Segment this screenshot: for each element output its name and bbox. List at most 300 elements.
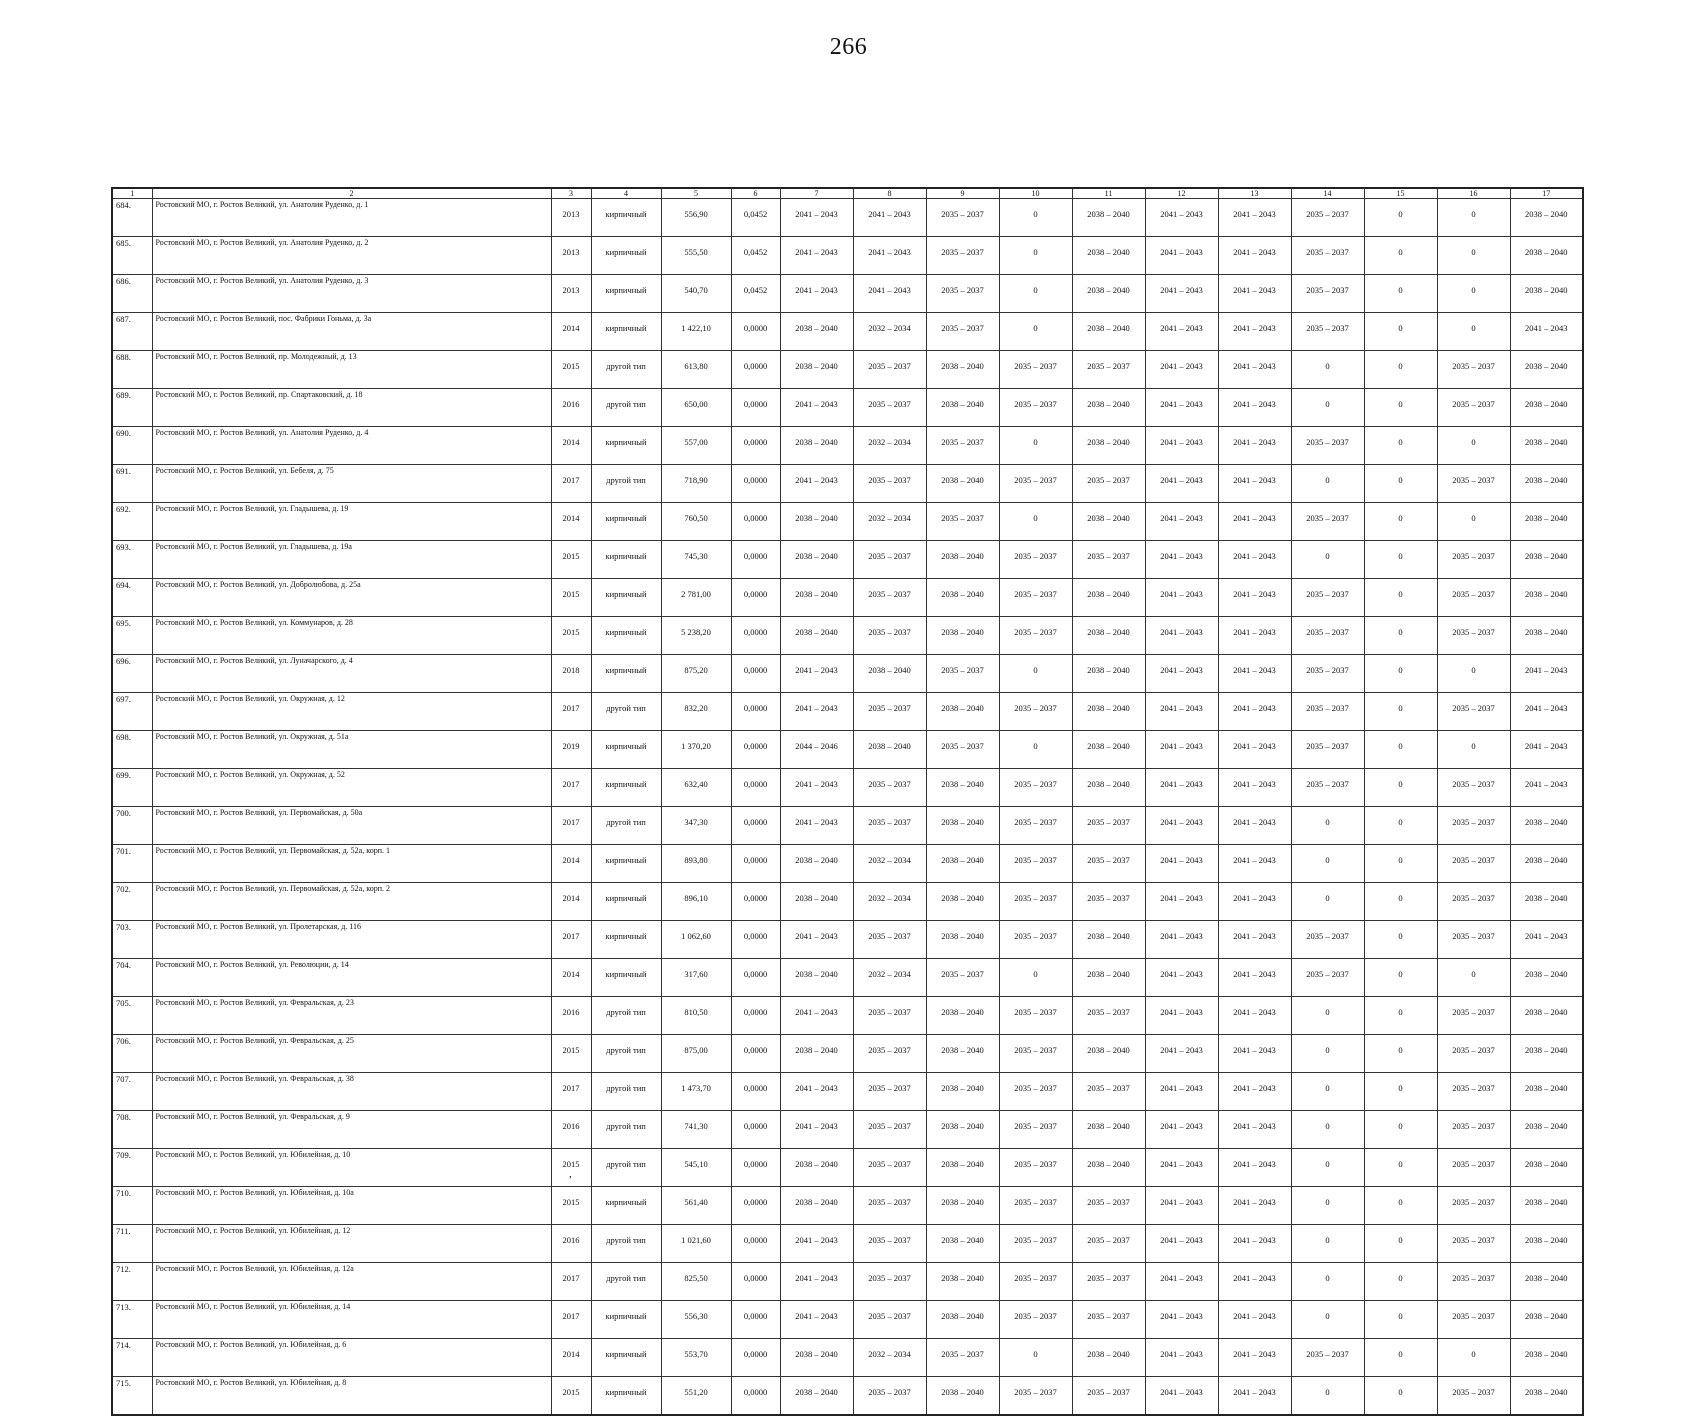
table-cell-col-7: 2041 – 2043 xyxy=(780,389,853,427)
column-number-16: 16 xyxy=(1437,188,1510,199)
table-cell-col-3: 2016 xyxy=(551,997,591,1035)
table-cell-col-17: 2041 – 2043 xyxy=(1510,693,1583,731)
address-cell: Ростовский МО, г. Ростов Великий, ул. Февральская, д. 9 xyxy=(152,1111,551,1149)
table-cell-col-17: 2041 – 2043 xyxy=(1510,313,1583,351)
table-cell-col-14: 0 xyxy=(1291,997,1364,1035)
table-cell-col-14: 0 xyxy=(1291,1225,1364,1263)
table-cell-col-12: 2041 – 2043 xyxy=(1145,1263,1218,1301)
table-cell-col-17: 2038 – 2040 xyxy=(1510,503,1583,541)
table-cell-col-12: 2041 – 2043 xyxy=(1145,1301,1218,1339)
table-cell-col-9: 2038 – 2040 xyxy=(926,1377,999,1416)
table-cell-col-5: 745,30 xyxy=(661,541,731,579)
table-cell-col-9: 2035 – 2037 xyxy=(926,655,999,693)
table-cell-col-5: 1 370,20 xyxy=(661,731,731,769)
table-cell-col-3: 2017 xyxy=(551,1263,591,1301)
table-cell-col-16: 0 xyxy=(1437,427,1510,465)
table-cell-col-6: 0,0000 xyxy=(731,1035,780,1073)
table-cell-col-17: 2038 – 2040 xyxy=(1510,1225,1583,1263)
table-cell-col-3: 2016 xyxy=(551,389,591,427)
table-cell-col-11: 2038 – 2040 xyxy=(1072,313,1145,351)
table-cell-col-13: 2041 – 2043 xyxy=(1218,997,1291,1035)
table-row xyxy=(112,351,1583,389)
table-cell-col-7: 2038 – 2040 xyxy=(780,313,853,351)
table-cell-col-15: 0 xyxy=(1364,1187,1437,1225)
table-cell-col-12: 2041 – 2043 xyxy=(1145,351,1218,389)
table-cell-col-9: 2035 – 2037 xyxy=(926,1339,999,1377)
table-cell-col-11: 2038 – 2040 xyxy=(1072,1111,1145,1149)
table-cell-col-6: 0,0000 xyxy=(731,503,780,541)
table-cell-col-13: 2041 – 2043 xyxy=(1218,1187,1291,1225)
table-cell-col-12: 2041 – 2043 xyxy=(1145,655,1218,693)
table-cell-col-6: 0,0000 xyxy=(731,1263,780,1301)
table-cell-col-9: 2038 – 2040 xyxy=(926,465,999,503)
address-cell: Ростовский МО, г. Ростов Великий, ул. Юбилейная, д. 12а xyxy=(152,1263,551,1301)
table-cell-col-15: 0 xyxy=(1364,275,1437,313)
table-cell-col-12: 2041 – 2043 xyxy=(1145,883,1218,921)
table-cell-col-5: 896,10 xyxy=(661,883,731,921)
table-cell-col-16: 2035 – 2037 xyxy=(1437,1035,1510,1073)
table-cell-col-6: 0,0452 xyxy=(731,275,780,313)
table-cell-col-3: 2014 xyxy=(551,427,591,465)
column-number-4: 4 xyxy=(591,188,661,199)
row-number-cell: 691. xyxy=(112,465,152,503)
table-cell-col-5: 760,50 xyxy=(661,503,731,541)
table-cell-col-4: другой тип xyxy=(591,997,661,1035)
table-cell-col-13: 2041 – 2043 xyxy=(1218,617,1291,655)
table-cell-col-12: 2041 – 2043 xyxy=(1145,579,1218,617)
table-cell-col-5: 557,00 xyxy=(661,427,731,465)
table-cell-col-11: 2038 – 2040 xyxy=(1072,655,1145,693)
row-number-cell: 713. xyxy=(112,1301,152,1339)
table-cell-col-15: 0 xyxy=(1364,997,1437,1035)
table-cell-col-16: 2035 – 2037 xyxy=(1437,351,1510,389)
table-cell-col-14: 0 xyxy=(1291,465,1364,503)
table-cell-col-14: 2035 – 2037 xyxy=(1291,427,1364,465)
table-cell-col-13: 2041 – 2043 xyxy=(1218,959,1291,997)
table-cell-col-9: 2038 – 2040 xyxy=(926,997,999,1035)
table-cell-col-7: 2041 – 2043 xyxy=(780,1301,853,1339)
table-cell-col-9: 2035 – 2037 xyxy=(926,503,999,541)
row-number-cell: 690. xyxy=(112,427,152,465)
table-cell-col-10: 0 xyxy=(999,1339,1072,1377)
table-cell-col-12: 2041 – 2043 xyxy=(1145,769,1218,807)
table-row xyxy=(112,1111,1583,1149)
table-cell-col-17: 2038 – 2040 xyxy=(1510,389,1583,427)
table-cell-col-11: 2038 – 2040 xyxy=(1072,199,1145,237)
address-cell: Ростовский МО, г. Ростов Великий, ул. Юбилейная, д. 8 xyxy=(152,1377,551,1416)
table-cell-col-8: 2035 – 2037 xyxy=(853,1263,926,1301)
table-cell-col-17: 2041 – 2043 xyxy=(1510,769,1583,807)
table-cell-col-4: кирпичный xyxy=(591,579,661,617)
table-cell-col-13: 2041 – 2043 xyxy=(1218,579,1291,617)
table-cell-col-9: 2038 – 2040 xyxy=(926,541,999,579)
address-cell: Ростовский МО, г. Ростов Великий, пр. Молодежный, д. 13 xyxy=(152,351,551,389)
table-cell-col-8: 2035 – 2037 xyxy=(853,541,926,579)
table-cell-col-15: 0 xyxy=(1364,1301,1437,1339)
table-cell-col-7: 2041 – 2043 xyxy=(780,1111,853,1149)
table-cell-col-5: 718,90 xyxy=(661,465,731,503)
table-cell-col-3: 2014 xyxy=(551,883,591,921)
table-cell-col-5: 540,70 xyxy=(661,275,731,313)
row-number-cell: 685. xyxy=(112,237,152,275)
column-number-1: 1 xyxy=(112,188,152,199)
table-cell-col-10: 0 xyxy=(999,655,1072,693)
column-number-12: 12 xyxy=(1145,188,1218,199)
table-cell-col-15: 0 xyxy=(1364,693,1437,731)
address-cell: Ростовский МО, г. Ростов Великий, ул. Юбилейная, д. 6 xyxy=(152,1339,551,1377)
table-cell-col-7: 2041 – 2043 xyxy=(780,693,853,731)
table-cell-col-13: 2041 – 2043 xyxy=(1218,1035,1291,1073)
table-cell-col-15: 0 xyxy=(1364,199,1437,237)
table-cell-col-4: другой тип xyxy=(591,1073,661,1111)
table-cell-col-9: 2035 – 2037 xyxy=(926,199,999,237)
table-cell-col-6: 0,0000 xyxy=(731,845,780,883)
table-cell-col-13: 2041 – 2043 xyxy=(1218,655,1291,693)
table-cell-col-15: 0 xyxy=(1364,1339,1437,1377)
table-cell-col-17: 2038 – 2040 xyxy=(1510,1339,1583,1377)
table-cell-col-6: 0,0000 xyxy=(731,541,780,579)
table-cell-col-9: 2038 – 2040 xyxy=(926,769,999,807)
address-cell: Ростовский МО, г. Ростов Великий, ул. Февральская, д. 25 xyxy=(152,1035,551,1073)
table-cell-col-7: 2041 – 2043 xyxy=(780,199,853,237)
table-cell-col-16: 0 xyxy=(1437,655,1510,693)
table-cell-col-10: 2035 – 2037 xyxy=(999,845,1072,883)
table-cell-col-11: 2038 – 2040 xyxy=(1072,503,1145,541)
table-cell-col-3: 2017 xyxy=(551,807,591,845)
table-cell-col-4: другой тип xyxy=(591,351,661,389)
table-cell-col-3: 2014 xyxy=(551,313,591,351)
table-cell-col-3: 2013 xyxy=(551,199,591,237)
row-number-cell: 703. xyxy=(112,921,152,959)
row-number-cell: 712. xyxy=(112,1263,152,1301)
address-cell: Ростовский МО, г. Ростов Великий, ул. Юбилейная, д. 12 xyxy=(152,1225,551,1263)
table-cell-col-5: 553,70 xyxy=(661,1339,731,1377)
table-cell-col-14: 0 xyxy=(1291,883,1364,921)
table-cell-col-15: 0 xyxy=(1364,845,1437,883)
table-cell-col-11: 2038 – 2040 xyxy=(1072,693,1145,731)
table-cell-col-5: 317,60 xyxy=(661,959,731,997)
table-cell-col-7: 2038 – 2040 xyxy=(780,845,853,883)
table-row xyxy=(112,731,1583,769)
table-cell-col-11: 2035 – 2037 xyxy=(1072,807,1145,845)
row-number-cell: 696. xyxy=(112,655,152,693)
table-row xyxy=(112,237,1583,275)
table-cell-col-16: 2035 – 2037 xyxy=(1437,807,1510,845)
table-cell-col-8: 2035 – 2037 xyxy=(853,1073,926,1111)
table-cell-col-12: 2041 – 2043 xyxy=(1145,959,1218,997)
table-cell-col-13: 2041 – 2043 xyxy=(1218,1225,1291,1263)
table-cell-col-15: 0 xyxy=(1364,237,1437,275)
table-cell-col-13: 2041 – 2043 xyxy=(1218,883,1291,921)
table-cell-col-9: 2035 – 2037 xyxy=(926,313,999,351)
row-number-cell: 707. xyxy=(112,1073,152,1111)
table-cell-col-16: 2035 – 2037 xyxy=(1437,1263,1510,1301)
column-number-2: 2 xyxy=(152,188,551,199)
row-number-cell: 686. xyxy=(112,275,152,313)
table-cell-col-13: 2041 – 2043 xyxy=(1218,807,1291,845)
table-cell-col-7: 2041 – 2043 xyxy=(780,997,853,1035)
table-cell-col-8: 2032 – 2034 xyxy=(853,427,926,465)
table-cell-col-14: 0 xyxy=(1291,1301,1364,1339)
table-cell-col-3: 2015 xyxy=(551,1187,591,1225)
column-number-row xyxy=(112,188,1583,199)
table-row xyxy=(112,1187,1583,1225)
table-cell-col-15: 0 xyxy=(1364,807,1437,845)
address-cell: Ростовский МО, г. Ростов Великий, ул. Пролетарская, д. 116 xyxy=(152,921,551,959)
table-cell-col-12: 2041 – 2043 xyxy=(1145,731,1218,769)
table-cell-col-16: 2035 – 2037 xyxy=(1437,1111,1510,1149)
table-cell-col-14: 2035 – 2037 xyxy=(1291,655,1364,693)
table-cell-col-8: 2035 – 2037 xyxy=(853,1187,926,1225)
table-cell-col-14: 2035 – 2037 xyxy=(1291,731,1364,769)
table-cell-col-7: 2041 – 2043 xyxy=(780,921,853,959)
table-cell-col-9: 2038 – 2040 xyxy=(926,1301,999,1339)
row-number-cell: 715. xyxy=(112,1377,152,1416)
table-cell-col-11: 2038 – 2040 xyxy=(1072,1149,1145,1187)
table-cell-col-11: 2038 – 2040 xyxy=(1072,769,1145,807)
table-cell-col-12: 2041 – 2043 xyxy=(1145,1035,1218,1073)
table-cell-col-4: другой тип xyxy=(591,389,661,427)
table-row xyxy=(112,541,1583,579)
table-cell-col-6: 0,0000 xyxy=(731,655,780,693)
table-cell-col-3: 2017 xyxy=(551,769,591,807)
table-cell-col-5: 556,90 xyxy=(661,199,731,237)
table-cell-col-6: 0,0000 xyxy=(731,617,780,655)
table-cell-col-9: 2038 – 2040 xyxy=(926,579,999,617)
table-cell-col-15: 0 xyxy=(1364,351,1437,389)
table-cell-col-15: 0 xyxy=(1364,731,1437,769)
table-cell-col-15: 0 xyxy=(1364,1263,1437,1301)
row-number-cell: 701. xyxy=(112,845,152,883)
table-cell-col-7: 2041 – 2043 xyxy=(780,275,853,313)
column-number-8: 8 xyxy=(853,188,926,199)
table-cell-col-4: другой тип xyxy=(591,1263,661,1301)
table-cell-col-3: 2017 xyxy=(551,1073,591,1111)
table-cell-col-17: 2038 – 2040 xyxy=(1510,1263,1583,1301)
table-cell-col-14: 0 xyxy=(1291,1035,1364,1073)
table-cell-col-6: 0,0000 xyxy=(731,883,780,921)
table-cell-col-3: 2017 xyxy=(551,1301,591,1339)
table-cell-col-7: 2038 – 2040 xyxy=(780,427,853,465)
table-cell-col-17: 2038 – 2040 xyxy=(1510,199,1583,237)
table-cell-col-15: 0 xyxy=(1364,389,1437,427)
table-cell-col-4: кирпичный xyxy=(591,769,661,807)
table-cell-col-15: 0 xyxy=(1364,313,1437,351)
table-cell-col-17: 2038 – 2040 xyxy=(1510,237,1583,275)
table-cell-col-16: 2035 – 2037 xyxy=(1437,921,1510,959)
table-cell-col-5: 1 422,10 xyxy=(661,313,731,351)
table-cell-col-7: 2041 – 2043 xyxy=(780,237,853,275)
row-number-cell: 689. xyxy=(112,389,152,427)
table-row xyxy=(112,883,1583,921)
table-cell-col-9: 2038 – 2040 xyxy=(926,389,999,427)
table-cell-col-16: 0 xyxy=(1437,503,1510,541)
table-cell-col-10: 2035 – 2037 xyxy=(999,541,1072,579)
table-cell-col-11: 2038 – 2040 xyxy=(1072,921,1145,959)
table-cell-col-14: 0 xyxy=(1291,1377,1364,1416)
table-cell-col-6: 0,0452 xyxy=(731,199,780,237)
table-cell-col-17: 2041 – 2043 xyxy=(1510,921,1583,959)
table-cell-col-6: 0,0000 xyxy=(731,465,780,503)
table-row xyxy=(112,1339,1583,1377)
row-number-cell: 687. xyxy=(112,313,152,351)
table-cell-col-4: кирпичный xyxy=(591,275,661,313)
table-cell-col-8: 2032 – 2034 xyxy=(853,1339,926,1377)
table-cell-col-4: кирпичный xyxy=(591,1187,661,1225)
table-cell-col-5: 825,50 xyxy=(661,1263,731,1301)
table-cell-col-17: 2038 – 2040 xyxy=(1510,275,1583,313)
table-cell-col-17: 2038 – 2040 xyxy=(1510,1301,1583,1339)
table-row xyxy=(112,1149,1583,1187)
row-number-cell: 684. xyxy=(112,199,152,237)
table-cell-col-4: другой тип xyxy=(591,807,661,845)
table-cell-col-17: 2038 – 2040 xyxy=(1510,579,1583,617)
table-cell-col-5: 810,50 xyxy=(661,997,731,1035)
row-number-cell: 694. xyxy=(112,579,152,617)
table-cell-col-8: 2035 – 2037 xyxy=(853,693,926,731)
table-cell-col-9: 2038 – 2040 xyxy=(926,1111,999,1149)
table-cell-col-14: 2035 – 2037 xyxy=(1291,1339,1364,1377)
column-number-13: 13 xyxy=(1218,188,1291,199)
table-cell-col-9: 2038 – 2040 xyxy=(926,693,999,731)
table-cell-col-11: 2035 – 2037 xyxy=(1072,351,1145,389)
table-cell-col-10: 2035 – 2037 xyxy=(999,1149,1072,1187)
table-cell-col-6: 0,0000 xyxy=(731,1073,780,1111)
table-cell-col-13: 2041 – 2043 xyxy=(1218,1301,1291,1339)
table-cell-col-13: 2041 – 2043 xyxy=(1218,237,1291,275)
table-cell-col-10: 2035 – 2037 xyxy=(999,579,1072,617)
table-cell-col-10: 2035 – 2037 xyxy=(999,921,1072,959)
table-cell-col-8: 2032 – 2034 xyxy=(853,959,926,997)
table-row xyxy=(112,921,1583,959)
table-cell-col-16: 2035 – 2037 xyxy=(1437,769,1510,807)
table-cell-col-6: 0,0000 xyxy=(731,807,780,845)
table-cell-col-5: 1 021,60 xyxy=(661,1225,731,1263)
table-cell-col-14: 0 xyxy=(1291,351,1364,389)
table-cell-col-7: 2044 – 2046 xyxy=(780,731,853,769)
table-cell-col-12: 2041 – 2043 xyxy=(1145,503,1218,541)
table-row xyxy=(112,997,1583,1035)
table-cell-col-17: 2038 – 2040 xyxy=(1510,807,1583,845)
table-cell-col-17: 2038 – 2040 xyxy=(1510,883,1583,921)
table-row xyxy=(112,503,1583,541)
table-cell-col-11: 2038 – 2040 xyxy=(1072,237,1145,275)
address-cell: Ростовский МО, г. Ростов Великий, ул. Анатолия Руденко, д. 1 xyxy=(152,199,551,237)
table-cell-col-7: 2038 – 2040 xyxy=(780,579,853,617)
table-cell-col-3: 2016 xyxy=(551,1111,591,1149)
table-cell-col-9: 2038 – 2040 xyxy=(926,1225,999,1263)
table-cell-col-15: 0 xyxy=(1364,427,1437,465)
table-cell-col-14: 2035 – 2037 xyxy=(1291,237,1364,275)
table-cell-col-6: 0,0000 xyxy=(731,1111,780,1149)
table-cell-col-14: 2035 – 2037 xyxy=(1291,199,1364,237)
table-cell-col-7: 2038 – 2040 xyxy=(780,617,853,655)
table-cell-col-14: 2035 – 2037 xyxy=(1291,275,1364,313)
table-cell-col-15: 0 xyxy=(1364,1073,1437,1111)
table-cell-col-4: другой тип xyxy=(591,465,661,503)
table-cell-col-7: 2038 – 2040 xyxy=(780,883,853,921)
table-cell-col-6: 0,0000 xyxy=(731,731,780,769)
table-cell-col-12: 2041 – 2043 xyxy=(1145,1073,1218,1111)
address-cell: Ростовский МО, г. Ростов Великий, ул. Революции, д. 14 xyxy=(152,959,551,997)
table-cell-col-6: 0,0000 xyxy=(731,959,780,997)
table-cell-col-10: 2035 – 2037 xyxy=(999,769,1072,807)
table-cell-col-15: 0 xyxy=(1364,465,1437,503)
table-cell-col-17: 2038 – 2040 xyxy=(1510,959,1583,997)
table-cell-col-5: 2 781,00 xyxy=(661,579,731,617)
row-number-cell: 705. xyxy=(112,997,152,1035)
table-cell-col-6: 0,0000 xyxy=(731,1301,780,1339)
table-cell-col-6: 0,0000 xyxy=(731,921,780,959)
table-cell-col-4: другой тип xyxy=(591,693,661,731)
table-cell-col-10: 0 xyxy=(999,959,1072,997)
table-cell-col-3: 2015 xyxy=(551,351,591,389)
table-cell-col-15: 0 xyxy=(1364,921,1437,959)
table-cell-col-13: 2041 – 2043 xyxy=(1218,541,1291,579)
row-number-cell: 708. xyxy=(112,1111,152,1149)
table-cell-col-9: 2035 – 2037 xyxy=(926,237,999,275)
table-cell-col-15: 0 xyxy=(1364,503,1437,541)
table-cell-col-11: 2035 – 2037 xyxy=(1072,1073,1145,1111)
table-cell-col-5: 875,00 xyxy=(661,1035,731,1073)
table-cell-col-10: 2035 – 2037 xyxy=(999,807,1072,845)
table-cell-col-4: другой тип xyxy=(591,1149,661,1187)
table-cell-col-5: 875,20 xyxy=(661,655,731,693)
table-cell-col-17: 2038 – 2040 xyxy=(1510,1377,1583,1416)
table-cell-col-16: 2035 – 2037 xyxy=(1437,997,1510,1035)
table-cell-col-10: 2035 – 2037 xyxy=(999,1111,1072,1149)
table-cell-col-9: 2035 – 2037 xyxy=(926,959,999,997)
row-number-cell: 700. xyxy=(112,807,152,845)
table-cell-col-13: 2041 – 2043 xyxy=(1218,427,1291,465)
table-cell-col-6: 0,0452 xyxy=(731,237,780,275)
table-cell-col-4: другой тип xyxy=(591,1225,661,1263)
table-cell-col-14: 0 xyxy=(1291,541,1364,579)
table-cell-col-8: 2035 – 2037 xyxy=(853,1149,926,1187)
table-cell-col-9: 2038 – 2040 xyxy=(926,1187,999,1225)
table-row xyxy=(112,769,1583,807)
table-cell-col-3: 2017 xyxy=(551,693,591,731)
table-cell-col-9: 2038 – 2040 xyxy=(926,921,999,959)
table-cell-col-10: 0 xyxy=(999,313,1072,351)
table-cell-col-8: 2035 – 2037 xyxy=(853,617,926,655)
table-cell-col-14: 0 xyxy=(1291,807,1364,845)
table-cell-col-4: кирпичный xyxy=(591,313,661,351)
column-number-17: 17 xyxy=(1510,188,1583,199)
row-number-cell: 695. xyxy=(112,617,152,655)
address-cell: Ростовский МО, г. Ростов Великий, ул. Февральская, д. 38 xyxy=(152,1073,551,1111)
table-cell-col-3: 2015 xyxy=(551,1377,591,1416)
table-cell-col-10: 2035 – 2037 xyxy=(999,1301,1072,1339)
table-cell-col-4: кирпичный xyxy=(591,237,661,275)
table-cell-col-10: 2035 – 2037 xyxy=(999,1225,1072,1263)
table-cell-col-8: 2035 – 2037 xyxy=(853,465,926,503)
table-cell-col-14: 0 xyxy=(1291,1149,1364,1187)
address-cell: Ростовский МО, г. Ростов Великий, ул. Гладышева, д. 19а xyxy=(152,541,551,579)
table-cell-col-16: 2035 – 2037 xyxy=(1437,1187,1510,1225)
table-cell-col-12: 2041 – 2043 xyxy=(1145,1339,1218,1377)
table-cell-col-10: 0 xyxy=(999,237,1072,275)
row-number-cell: 698. xyxy=(112,731,152,769)
table-cell-col-8: 2038 – 2040 xyxy=(853,731,926,769)
housing-register-table xyxy=(111,187,1584,1416)
table-cell-col-4: кирпичный xyxy=(591,731,661,769)
table-cell-col-9: 2038 – 2040 xyxy=(926,1073,999,1111)
table-cell-col-8: 2035 – 2037 xyxy=(853,1111,926,1149)
table-cell-col-16: 2035 – 2037 xyxy=(1437,1301,1510,1339)
table-cell-col-4: кирпичный xyxy=(591,199,661,237)
column-number-10: 10 xyxy=(999,188,1072,199)
